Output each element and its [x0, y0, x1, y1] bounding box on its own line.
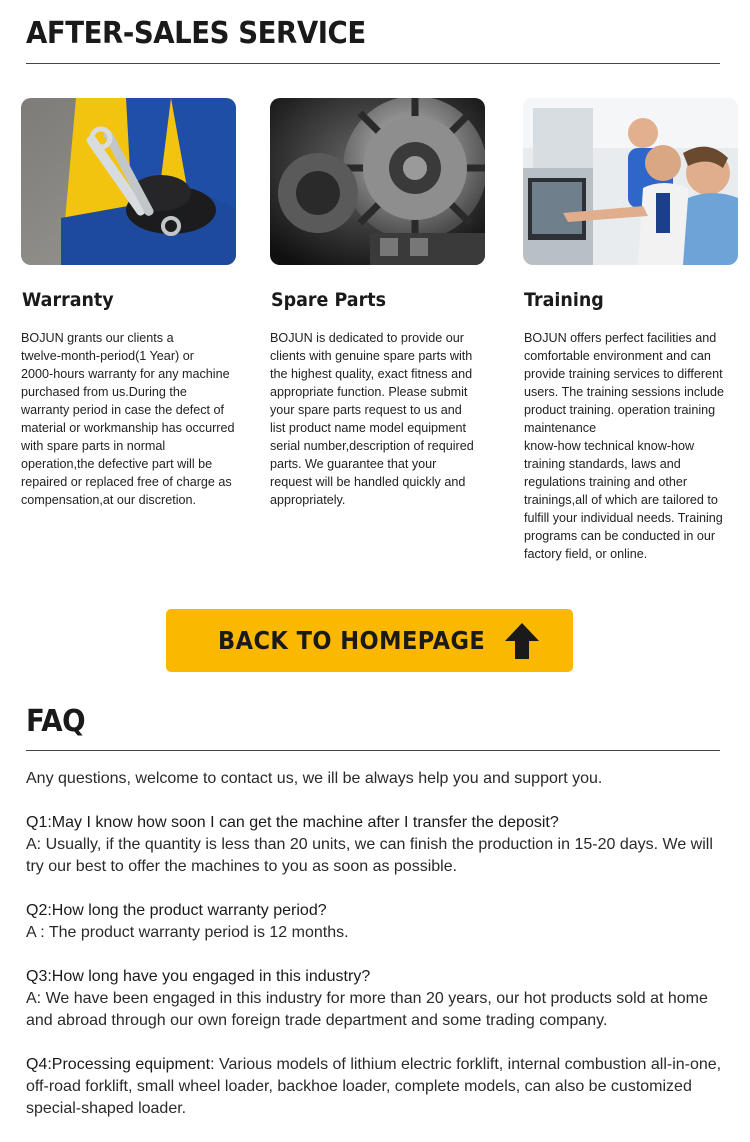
faq-question: Q1:May I know how soon I can get the machine after I transfer the deposit? [26, 814, 559, 831]
faq-intro: Any questions, welcome to contact us, we ill be always help you and support you. [26, 770, 603, 787]
faq-item-1 [26, 812, 726, 878]
spare-parts-title: Spare Parts [271, 289, 386, 311]
back-to-homepage-button[interactable] [166, 609, 573, 672]
training-title: Training [524, 289, 604, 311]
faq-question: Q4:Processing equipment: [26, 1056, 215, 1073]
after-sales-title: AFTER-SALES SERVICE [26, 16, 366, 51]
spare-parts-text: BOJUN is dedicated to provide our clients with genuine spare parts with the highest quality, exact fitness and appropriate function. Please submit your spare parts request to us and list product name model equipment serial number,description of required parts. We guarantee that your request will be handled quickly and appropriately. [270, 331, 474, 507]
faq-question: Q2:How long the product warranty period? [26, 902, 327, 919]
warranty-image [21, 98, 236, 265]
back-to-homepage-label: BACK TO HOMEPAGE [218, 626, 486, 655]
faq-title: FAQ [26, 704, 86, 739]
faq-answer: A : The product warranty period is 12 months. [26, 924, 349, 941]
spare-parts-image [270, 98, 485, 265]
faq-item-3 [26, 966, 726, 1032]
training-text: BOJUN offers perfect facilities and comfortable environment and can provide training services to different users. The training sessions include product training. operation training maintenance know-how technical know-how training standards, laws and regulations training and other trainings,all of which are tailored to fulfill your individual needs. Training programs can be conducted in our factory field, or online. [524, 331, 724, 561]
faq-answer: A: Usually, if the quantity is less than 20 units, we can finish the production in 15-20 days. We will try our best to offer the machines to you as soon as possible. [26, 836, 713, 875]
faq-question: Q3:How long have you engaged in this industry? [26, 968, 371, 985]
warranty-title: Warranty [22, 289, 114, 311]
arrow-up-icon [505, 623, 539, 659]
faq-item-2 [26, 900, 726, 944]
faq-divider [26, 750, 720, 751]
training-image [523, 98, 738, 265]
faq-item-4 [26, 1054, 726, 1120]
faq-answer: A: We have been engaged in this industry for more than 20 years, our hot products sold at home and abroad through our own foreign trade department and some trading company. [26, 990, 708, 1029]
warranty-text: BOJUN grants our clients a twelve-month-period(1 Year) or 2000-hours warranty for any machine purchased from us.During the warranty period in case the defect of material or workmanship has occurred with spare parts in normal operation,the defective part will be repaired or replaced free of charge as compensation,at our discretion. [21, 331, 235, 507]
faq-answer: Various models of lithium electric forklift, internal combustion all-in-one, off-road forklift, small wheel loader, backhoe loader, complete models, can also be customized special-shaped loader. [26, 1056, 722, 1117]
after-sales-divider [26, 63, 720, 64]
